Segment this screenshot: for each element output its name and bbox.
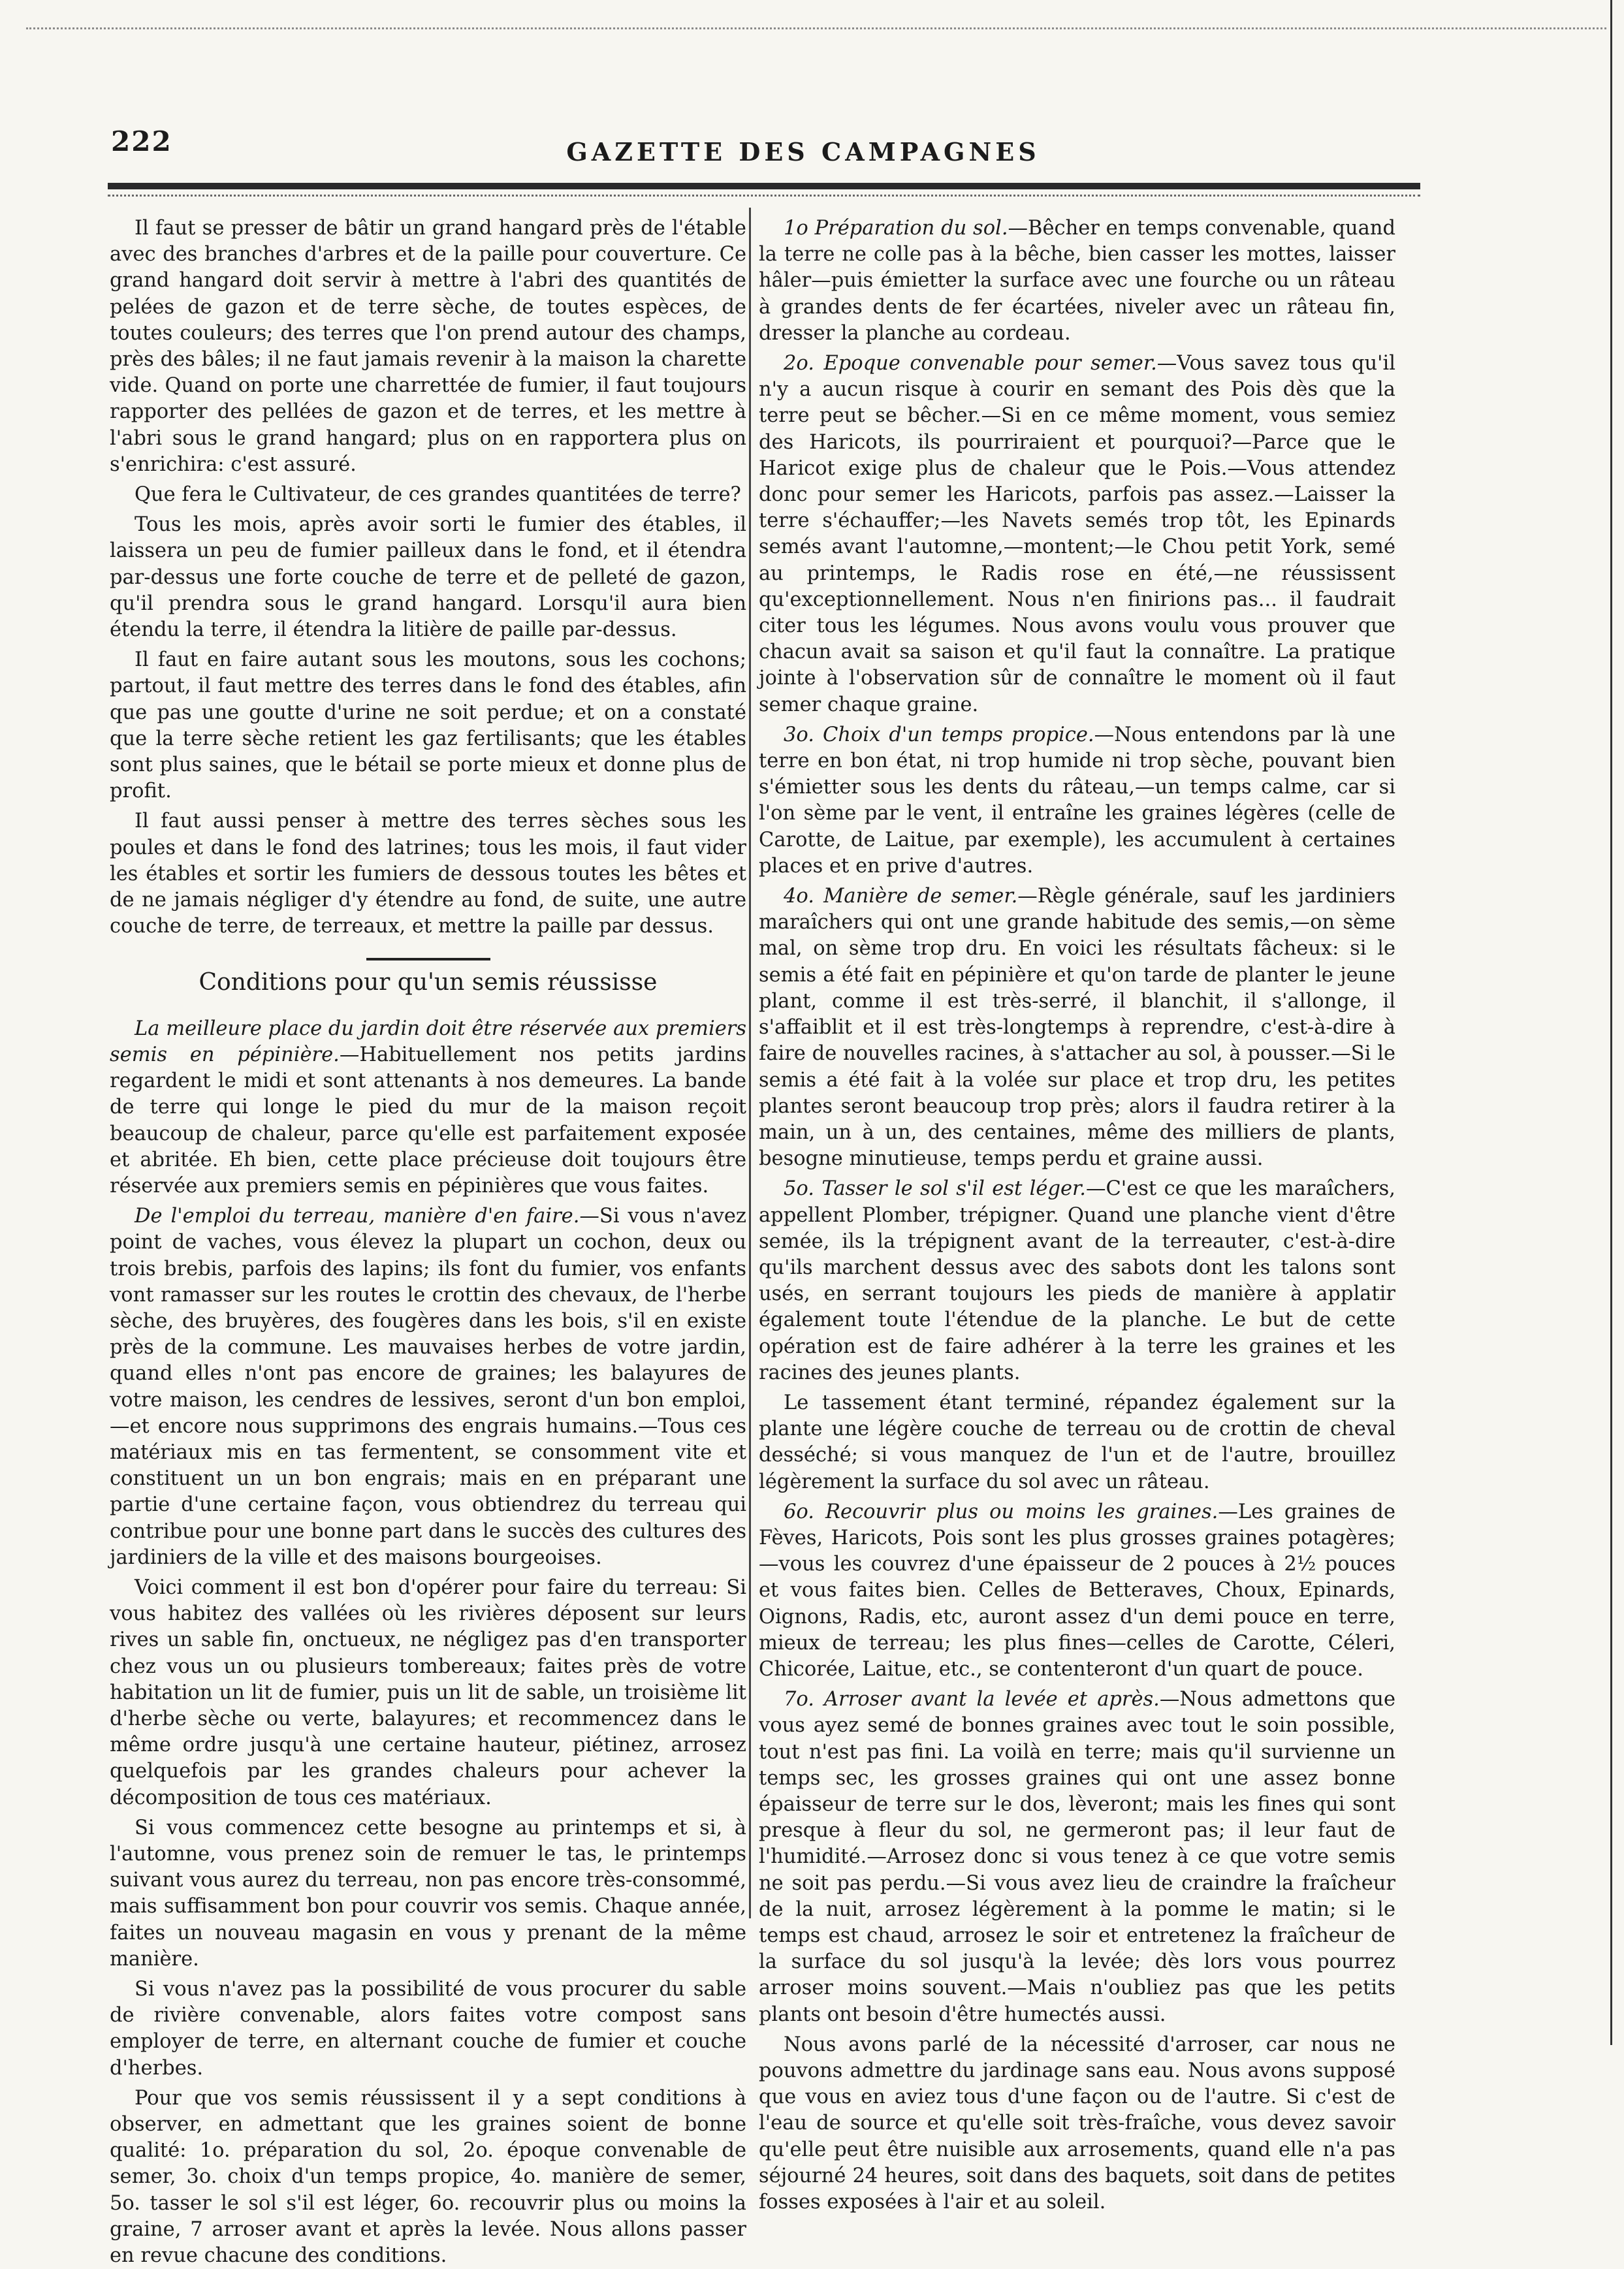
paragraph: Le tassement étant terminé, répandez également sur la plante une légère couche de terreau ou de crottin de cheval desséché; si vous manquez de l'un et de l'autre, brouillez légèrement la surface du sol avec un râteau. — [759, 1391, 1395, 1493]
header-dotted-rule — [108, 195, 1420, 197]
paragraph-text: —Nous admettons que vous ayez semé de bonnes graines avec tout le soin possible, tout n'est pas fini. La voilà en terre; mais qu'il survienne un temps sec, les grosses graines qui ont une assez bonne épaisseur de terre sur le dos, lèveront; mais les fines qui sont presque à fleur du sol, ne germeront pas; il leur faut de l'humidité.—Arrosez donc si vous tenez à ce que votre semis ne soit pas perdu.—Si vous avez lieu de craindre la fraîcheur de la nuit, arrosez légèrement à la pomme le matin; si le temps est chaud, arrosez le soir et entretenez la fraîcheur de la surface du sol jusqu'à la levée; dès lors vous pourrez arroser moins souvent.—Mais n'oubliez pas que les petits plants ont besoin d'être humectés aussi. — [759, 1688, 1395, 2026]
page-edge-line — [1610, 0, 1612, 2045]
paragraph: Il faut se presser de bâtir un grand hangard près de l'étable avec des branches d'arbres et de la paille pour couverture. Ce grand hangard doit servir à mettre à l'abri des quantités de pelées de gazon et de terre sèche, de toutes espèces, de toutes couleurs; des terres que l'on prend autour des champs, près des bâles; il ne faut jamais revenir à la maison la charette vide. Quand on porte une charrettée de fumier, il faut toujours rapporter des pellées de gazon et de terres, et les mettre à l'abri sous le grand hangard; plus on en rapportera plus on s'enrichira: c'est assuré. — [110, 217, 746, 476]
right-column — [759, 215, 1396, 2214]
column-divider — [749, 208, 751, 1918]
top-dotted-rule — [26, 27, 1606, 29]
paragraph-lead: 1o Préparation du sol. — [784, 217, 1008, 240]
paragraph-lead: 4o. Manière de semer. — [784, 885, 1018, 908]
paragraph — [110, 1203, 746, 1571]
paragraph — [759, 1687, 1395, 2028]
paragraph — [759, 1499, 1395, 1683]
paragraph: Si vous commencez cette besogne au printemps et si, à l'automne, vous prenez soin de remuer le tas, le printemps suivant vous aurez du terreau, non pas encore très-consommé, mais suffisamment bon pour couvrir vos semis. Chaque année, faites un nouveau magasin en vous y prenant de la même manière. — [110, 1816, 746, 1971]
paragraph-text: —Nous entendons par là une terre en bon état, ni trop humide ni trop sèche, pouvant bien s'émietter sous les dents du râteau,—un temps calme, car si l'on sème par le vent, il entraîne les graines légères (celle de Carotte, de Laitue, par exemple), les accumulent à certaines places et en prive d'autres. — [759, 723, 1395, 878]
paragraph: Tous les mois, après avoir sorti le fumier des étables, il laissera un peu de fumier pailleux dans le fond, et il étendra par-dessus une forte couche de terre et de pelleté de gazon, qu'il prendra sous le grand hangard. Lorsqu'il aura bien étendu la terre, il étendra la litière de paille par-dessus. — [110, 513, 746, 642]
paragraph-lead: 2o. Epoque convenable pour semer. — [784, 352, 1157, 375]
paragraph-text: —Les graines de Fèves, Haricots, Pois sont les plus grosses graines potagères; —vous les couvrez d'une épaisseur de 2 pouces à 2½ pouces et vous faites bien. Celles de Betteraves, Choux, Epinards, Oignons, Radis, etc, auront assez d'un demi pouce en terre, mieux de terreau; les plus fines—celles de Carotte, Céleri, Chicorée, Laitue, etc., se contenteront d'un quart de pouce. — [759, 1500, 1395, 1681]
header-rule — [108, 183, 1420, 189]
paragraph — [759, 722, 1395, 880]
paragraph-text: —Règle générale, sauf les jardiniers maraîchers qui ont une grande habitude des semis,—on sème mal, on sème trop dru. En voici les résultats fâcheux: si le semis a été fait en pépinière et qu'on tarde de planter le jeune plant, comme il est très-serré, il blanchit, il s'allonge, il s'affaiblit et il est très-longtemps à reprendre, c'est-à-dire à faire de nouvelles racines, à s'attacher au sol, à pousser.—Si le semis a été fait à la volée sur place et trop dru, les petites plantes seront beaucoup trop près; alors il faudra retirer à la main, un à un, des centaines, même des milliers de plants, besogne minutieuse, temps perdu et graine aussi. — [759, 885, 1395, 1171]
paragraph-lead: 7o. Arroser avant la levée et après. — [784, 1688, 1160, 1711]
paragraph-lead: 3o. Choix d'un temps propice. — [784, 723, 1094, 746]
paragraph-lead: De l'emploi du terreau, manière d'en faire. — [135, 1205, 580, 1228]
paragraph-lead: 6o. Recouvrir plus ou moins les graines. — [784, 1500, 1218, 1523]
paragraph: Il faut en faire autant sous les moutons, sous les cochons; partout, il faut mettre des terres dans le fond des étables, afin que pas une goutte d'urine ne soit perdue; et on a constaté que la terre sèche retient les gaz fertilisants; que les étables sont plus saines, que le bétail se porte mieux et donne plus de profit. — [110, 648, 746, 803]
paragraph — [110, 1016, 746, 1199]
section-heading: Conditions pour qu'un semis réussisse — [110, 958, 746, 996]
left-column — [110, 215, 746, 2268]
paragraph-text: —Bêcher en temps convenable, quand la terre ne colle pas à la bêche, bien casser les mottes, laisser hâler—puis émietter la surface avec une fourche ou un râteau à grandes dents de fer écartées, niveler avec un râteau fin, dresser la planche au cordeau. — [759, 217, 1396, 345]
paragraph: Nous avons parlé de la nécessité d'arroser, car nous ne pouvons admettre du jardinage sans eau. Nous avons supposé que vous en aviez tous d'une façon ou de l'autre. Si c'est de l'eau de source et qu'elle soit très-fraîche, vous devez savoir qu'elle peut être nuisible aux arrosements, quand elle n'a pas séjourné 24 heures, soit dans des baquets, soit dans de petites fosses exposées à l'air et au soleil. — [759, 2033, 1395, 2214]
paragraph — [759, 351, 1395, 718]
paragraph-text: —Vous savez tous qu'il n'y a aucun risque à courir en semant des Pois dès que la terre peut se bêcher.—Si en ce même moment, vous semiez des Haricots, ils pourriraient et pourquoi?—Parce que le Haricot exige plus de chaleur que le Pois.—Vous attendez donc pour semer les Haricots, parfois pas assez.—Laisser la terre s'échauffer;—les Navets semés trop tôt, les Epinards semés avant l'automne,—montent;—le Chou petit York, semé au printemps, le Radis rose en été,—ne réussissent qu'exceptionnellement. Nous n'en finirions pas... il faudrait citer tous les légumes. Nous avons voulu vous prouver que chacun avait sa saison et qu'il faut la connaître. La pratique jointe à l'observation sûr de connaître le moment où il faut semer chaque graine. — [759, 352, 1395, 716]
paragraph-text: —C'est ce que les maraîchers, appellent Plomber, trépigner. Quand une planche vient d'être semée, ils la trépignent avant de la terreauter, c'est-à-dire qu'ils marchent dessus avec des sabots dont les talons sont usés, en serrant toujours les pieds de manière à applatir également toute l'étendue de la planche. Le but de cette opération est de faire adhérer à la terre les graines et les racines des jeunes plants. — [759, 1177, 1395, 1384]
paragraph-lead: La meilleure place du jardin doit être réservée aux premiers semis en pépinière. — [110, 1017, 746, 1066]
paragraph: Que fera le Cultivateur, de ces grandes quantitées de terre? — [135, 483, 741, 507]
paragraph: Si vous n'avez pas la possibilité de vous procurer du sable de rivière convenable, alors faites votre compost sans employer de terre, en alternant couche de fumier et couche d'herbes. — [110, 1978, 746, 2080]
paragraph: Pour que vos semis réussissent il y a sept conditions à observer, en admettant que les graines soient de bonne qualité: 1o. préparation du sol, 2o. époque convenable de semer, 3o. choix d'un temps propice, 4o. manière de semer, 5o. tasser le sol s'il est léger, 6o. recouvrir plus ou moins la graine, 7 arroser avant et après la levée. Nous allons passer en revue chacune des conditions. — [110, 2086, 746, 2268]
paragraph-text: —Si vous n'avez point de vaches, vous élevez la plupart un cochon, deux ou trois brebis, parfois des lapins; ils font du fumier, vos enfants vont ramasser sur les routes le crottin des chevaux, de l'herbe sèche, des bruyères, des fougères dans les bois, s'il en existe près de la commune. Les mauvaises herbes de votre jardin, quand elles n'ont pas encore de graines; les balayures de votre maison, les cendres de lessives, seront d'un bon emploi,—et encore nous supprimons des engrais humains.—Tous ces matériaux mis en tas fermentent, se consomment vite et constituent un un bon engrais; mais en en préparant une partie d'une certaine façon, vous obtiendrez du terreau qui contribue pour une bonne part dans le succès des cultures des jardiniers de la ville et des maisons bourgeoises. — [110, 1205, 746, 1569]
page-number: 222 — [111, 125, 172, 157]
paragraph — [759, 883, 1395, 1172]
paragraph: Il faut aussi penser à mettre des terres sèches sous les poules et dans le fond des latrines; tous les mois, il faut vider les étables et sortir les fumiers de dessous toutes les bêtes et de ne jamais négliger d'y étendre au fond, de suite, une autre couche de terre, de terreaux, et mettre la paille par dessus. — [110, 810, 746, 938]
masthead-title: GAZETTE DES CAMPAGNES — [566, 137, 1040, 167]
paragraph-lead: 5o. Tasser le sol s'il est léger. — [784, 1177, 1086, 1201]
paragraph: Voici comment il est bon d'opérer pour faire du terreau: Si vous habitez des vallées où les rivières déposent sur leurs rives un sable fin, onctueux, ne négligez pas d'en transporter chez vous un ou plusieurs tombereaux; faites près de votre habitation un lit de fumier, puis un lit de sable, un troisième lit d'herbe sèche ou verte, balayures; et recommencez dans le même ordre jusqu'à une certaine hauteur, piétinez, arrosez quelquefois par les grandes chaleurs pour achever la décomposition de tous ces matériaux. — [110, 1576, 746, 1809]
paragraph-text: —Habituellement nos petits jardins regardent le midi et sont attenants à nos demeures. La bande de terre qui longe le pied du mur de la maison reçoit beaucoup de chaleur, parce qu'elle est parfaitement exposée et abritée. Eh bien, cette place précieuse doit toujours être réservée aux premiers semis en pépinières que vous faites. — [110, 1043, 746, 1198]
paragraph — [759, 215, 1395, 347]
paragraph — [759, 1176, 1395, 1386]
